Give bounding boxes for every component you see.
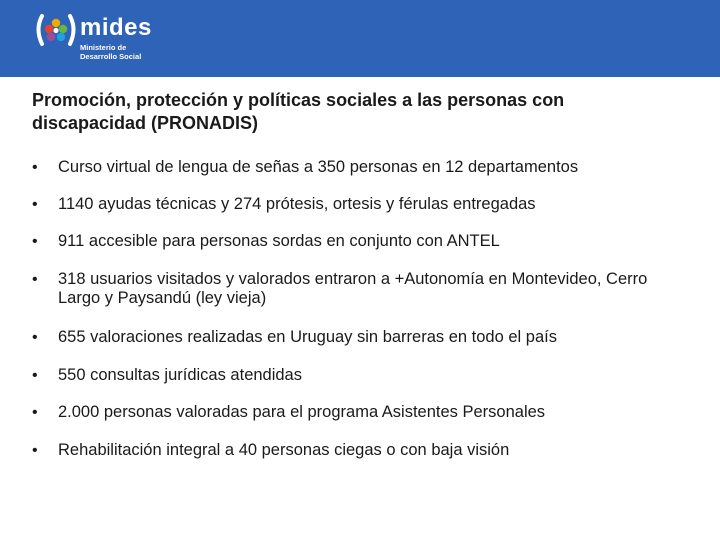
list-item-text: 2.000 personas valoradas para el programa Asistentes Personales [58,403,546,421]
list-item-text: Curso virtual de lengua de señas a 350 personas en 12 departamentos [58,158,579,176]
bullet-icon: • [32,329,38,346]
bullet-icon: • [32,233,38,250]
header-bar [0,0,720,77]
logo-subtitle-line1: Ministerio de [80,43,127,52]
page-title: Promoción, protección y políticas sociales a las personas con discapacidad (PRONADIS) [32,90,565,133]
logo-subtitle [80,43,141,61]
list-item-text: Rehabilitación integral a 40 personas ciegas o con baja visión [58,441,510,459]
logo-subtitle-line2: Desarrollo Social [80,52,142,61]
logo-wordmark: mides [80,14,152,41]
bullet-icon: • [32,196,38,213]
bullet-icon: • [32,404,38,421]
list-item-text: 550 consultas jurídicas atendidas [58,366,302,384]
bullet-icon: • [32,159,38,176]
bullet-icon: • [32,367,38,384]
mides-logo-icon [34,12,78,52]
mides-logo [34,12,184,67]
bullet-icon: • [32,271,38,288]
list-item-text: 911 accesible para personas sordas en conjunto con ANTEL [58,232,500,250]
list-item-text: 318 usuarios visitados y valorados entraron a +Autonomía en Montevideo, Cerro Largo y Paysandú (ley vieja) [58,270,648,307]
list-item-text: 655 valoraciones realizadas en Uruguay sin barreras en todo el país [58,328,557,346]
list-item-text: 1140 ayudas técnicas y 274 prótesis, ortesis y férulas entregadas [58,195,536,213]
bullet-icon: • [32,442,38,459]
